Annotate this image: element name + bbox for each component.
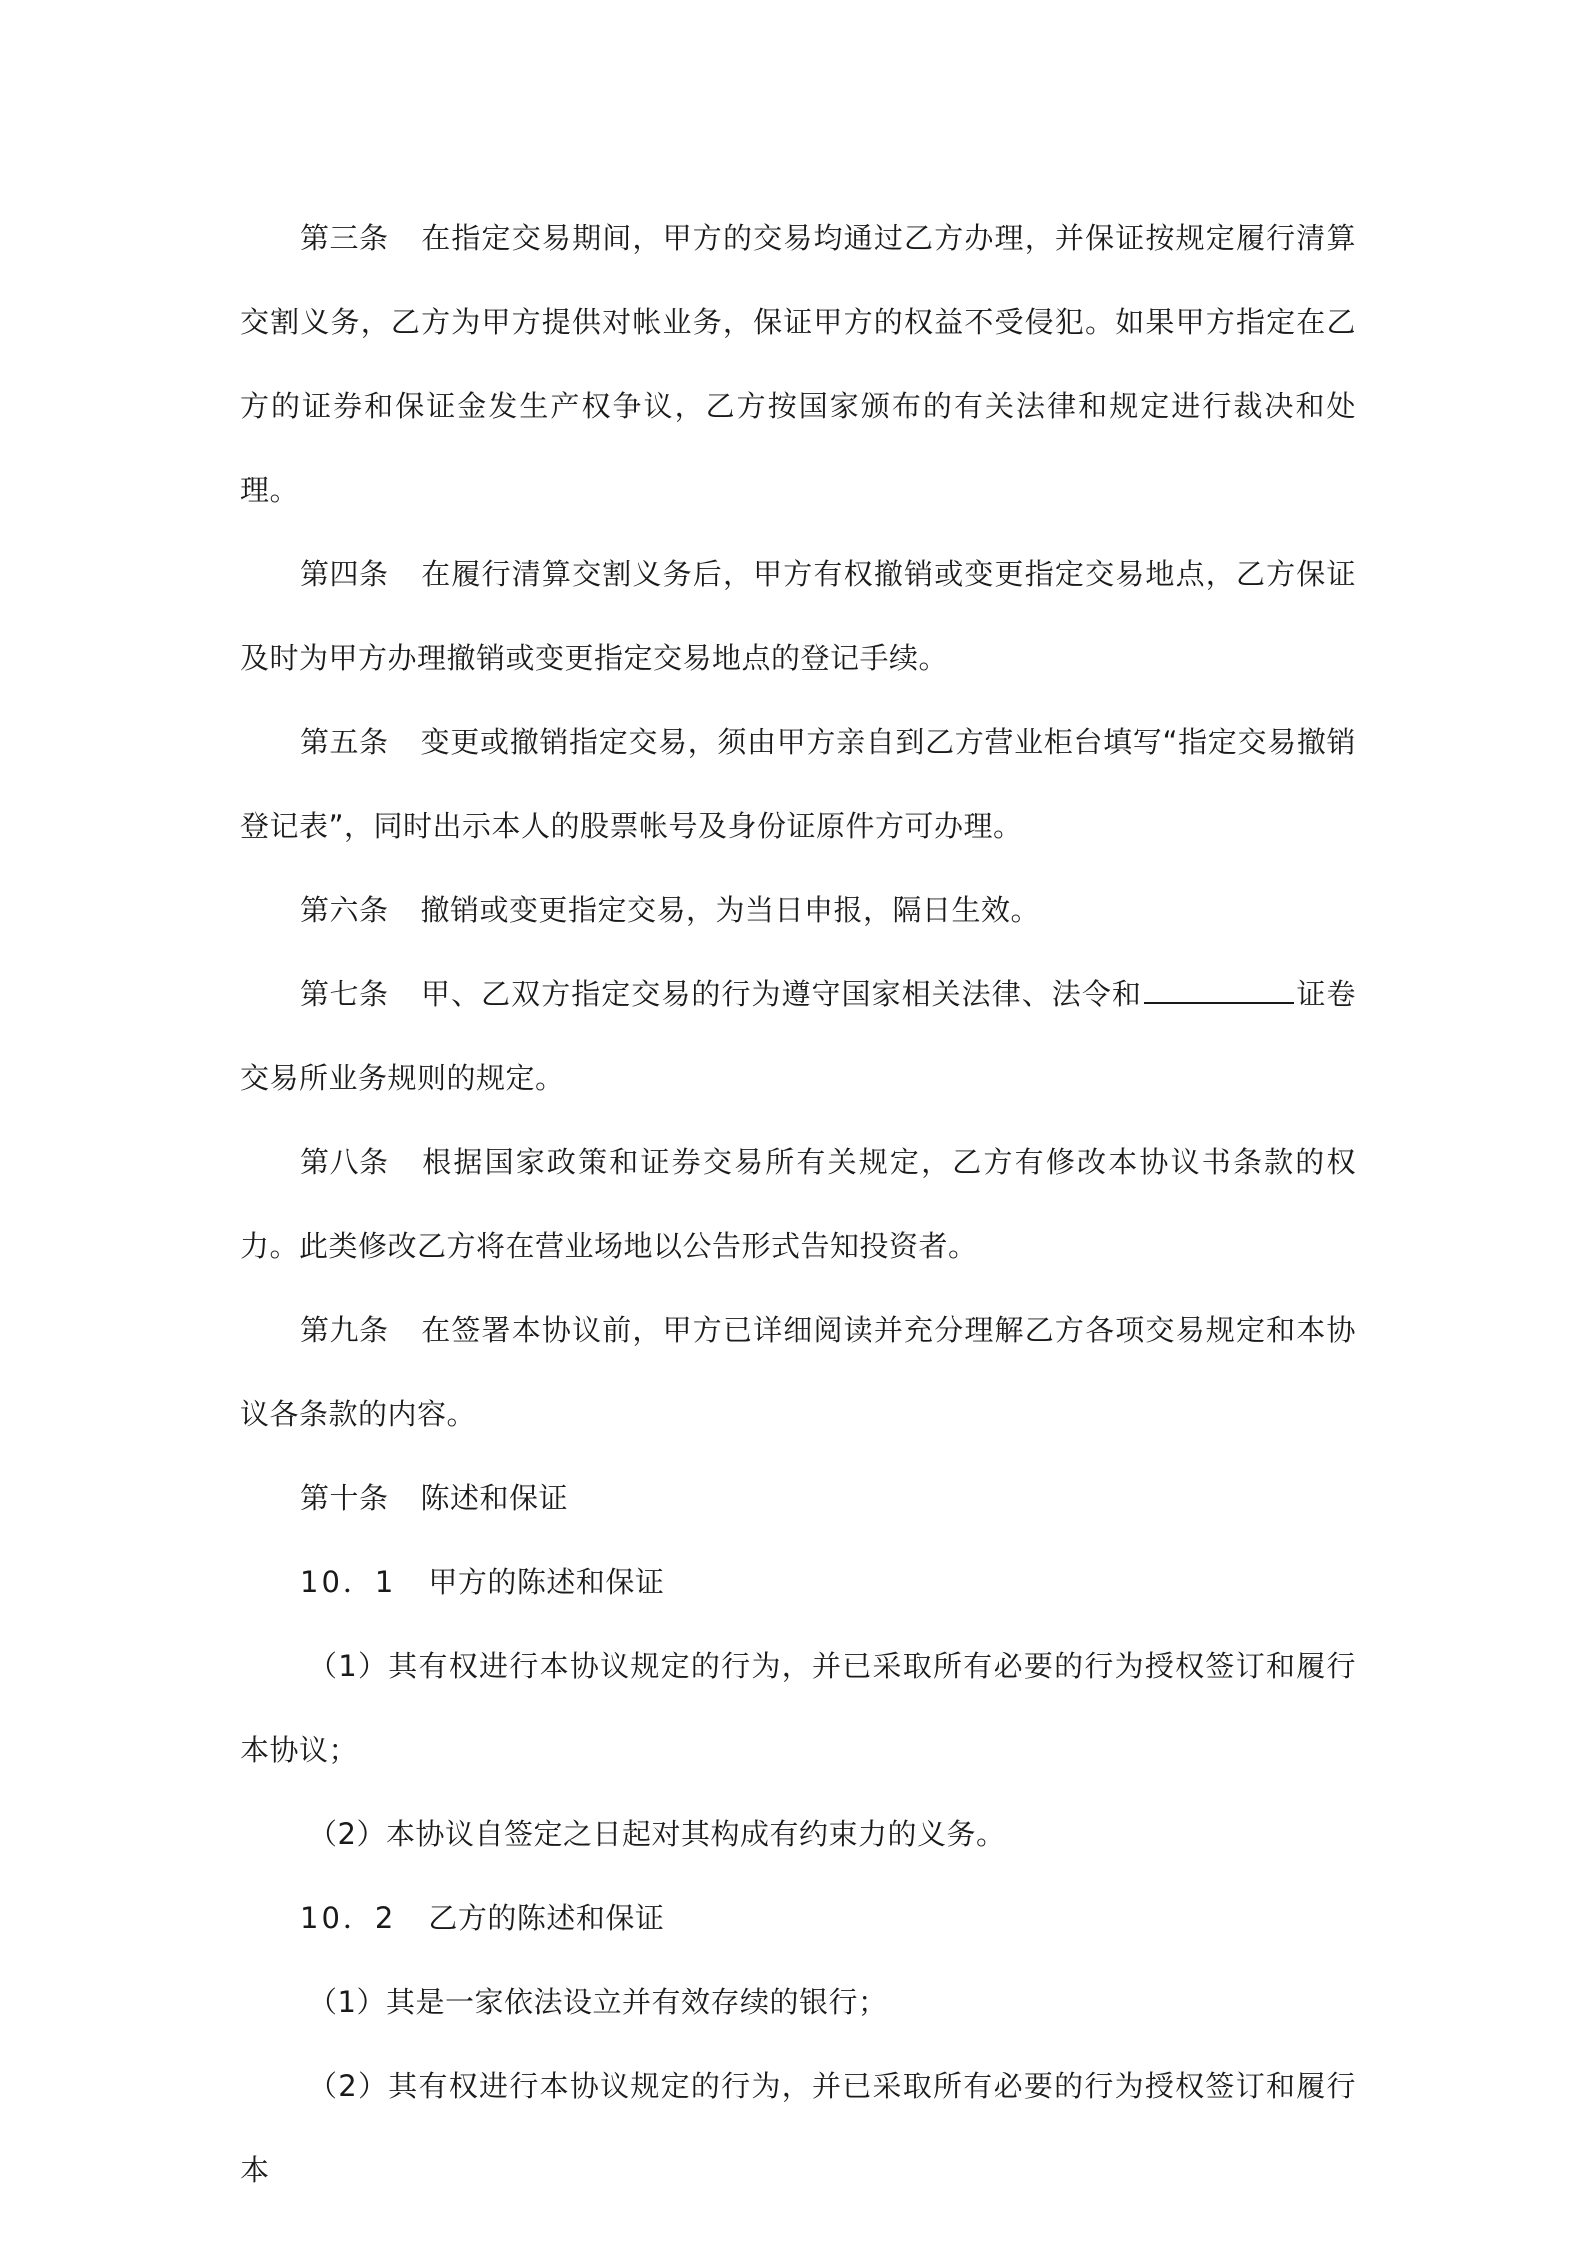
article-number: 第七条: [300, 977, 389, 1011]
article-9: [240, 1288, 1356, 1456]
list-item: [240, 1624, 1356, 1792]
article-text: 陈述和保证: [420, 1481, 569, 1515]
article-text-after-blank: 证卷交易所业务规则的规定。: [240, 977, 1356, 1095]
article-text: 在签署本协议前，甲方已详细阅读并充分理解乙方各项交易规定和本协议各条款的内容。: [240, 1313, 1356, 1431]
list-item: [240, 2044, 1356, 2212]
article-number: 第八条: [300, 1145, 389, 1179]
article-3: [240, 196, 1356, 532]
article-text: 变更或撤销指定交易，须由甲方亲自到乙方营业柜台填写“指定交易撤销登记表”，同时出示本人的股票帐号及身份证原件方可办理。: [240, 725, 1356, 843]
article-text: 在履行清算交割义务后，甲方有权撤销或变更指定交易地点，乙方保证及时为甲方办理撤销或变更指定交易地点的登记手续。: [240, 557, 1356, 675]
article-8: [240, 1120, 1356, 1288]
article-text-before-blank: 甲、乙双方指定交易的行为遵守国家相关法律、法令和: [420, 977, 1142, 1011]
list-item-text: （1）其是一家依法设立并有效存续的银行；: [308, 1985, 888, 2019]
section-text: 甲方的陈述和保证: [428, 1565, 665, 1599]
section-text: 乙方的陈述和保证: [428, 1901, 665, 1935]
section-number: 10．2: [300, 1901, 397, 1935]
section-10-1: [240, 1540, 1356, 1624]
list-item-text: （1）其有权进行本协议规定的行为，并已采取所有必要的行为授权签订和履行本协议；: [240, 1649, 1356, 1767]
article-text: 撤销或变更指定交易，为当日申报，隔日生效。: [420, 893, 1041, 927]
fill-in-blank: [1144, 974, 1294, 1004]
article-6: [240, 868, 1356, 952]
list-item: [240, 1960, 1356, 2044]
article-7: [240, 952, 1356, 1120]
article-number: 第十条: [300, 1481, 389, 1515]
article-number: 第五条: [300, 725, 389, 759]
section-number: 10．1: [300, 1565, 397, 1599]
list-item: [240, 1792, 1356, 1876]
article-number: 第四条: [300, 557, 389, 591]
document-body: [240, 196, 1356, 2212]
article-number: 第六条: [300, 893, 389, 927]
article-number: 第三条: [300, 221, 389, 255]
article-number: 第九条: [300, 1313, 389, 1347]
article-text: 在指定交易期间，甲方的交易均通过乙方办理，并保证按规定履行清算交割义务，乙方为甲方提供对帐业务，保证甲方的权益不受侵犯。如果甲方指定在乙方的证券和保证金发生产权争议，乙方按国家颁布的有关法律和规定进行裁决和处理。: [240, 221, 1356, 507]
section-10-2: [240, 1876, 1356, 1960]
list-item-text: （2）其有权进行本协议规定的行为，并已采取所有必要的行为授权签订和履行本: [240, 2069, 1356, 2187]
article-text: 根据国家政策和证券交易所有关规定，乙方有修改本协议书条款的权力。此类修改乙方将在营业场地以公告形式告知投资者。: [240, 1145, 1356, 1263]
article-5: [240, 700, 1356, 868]
list-item-text: （2）本协议自签定之日起对其构成有约束力的义务。: [308, 1817, 1006, 1851]
article-10: [240, 1456, 1356, 1540]
article-4: [240, 532, 1356, 700]
